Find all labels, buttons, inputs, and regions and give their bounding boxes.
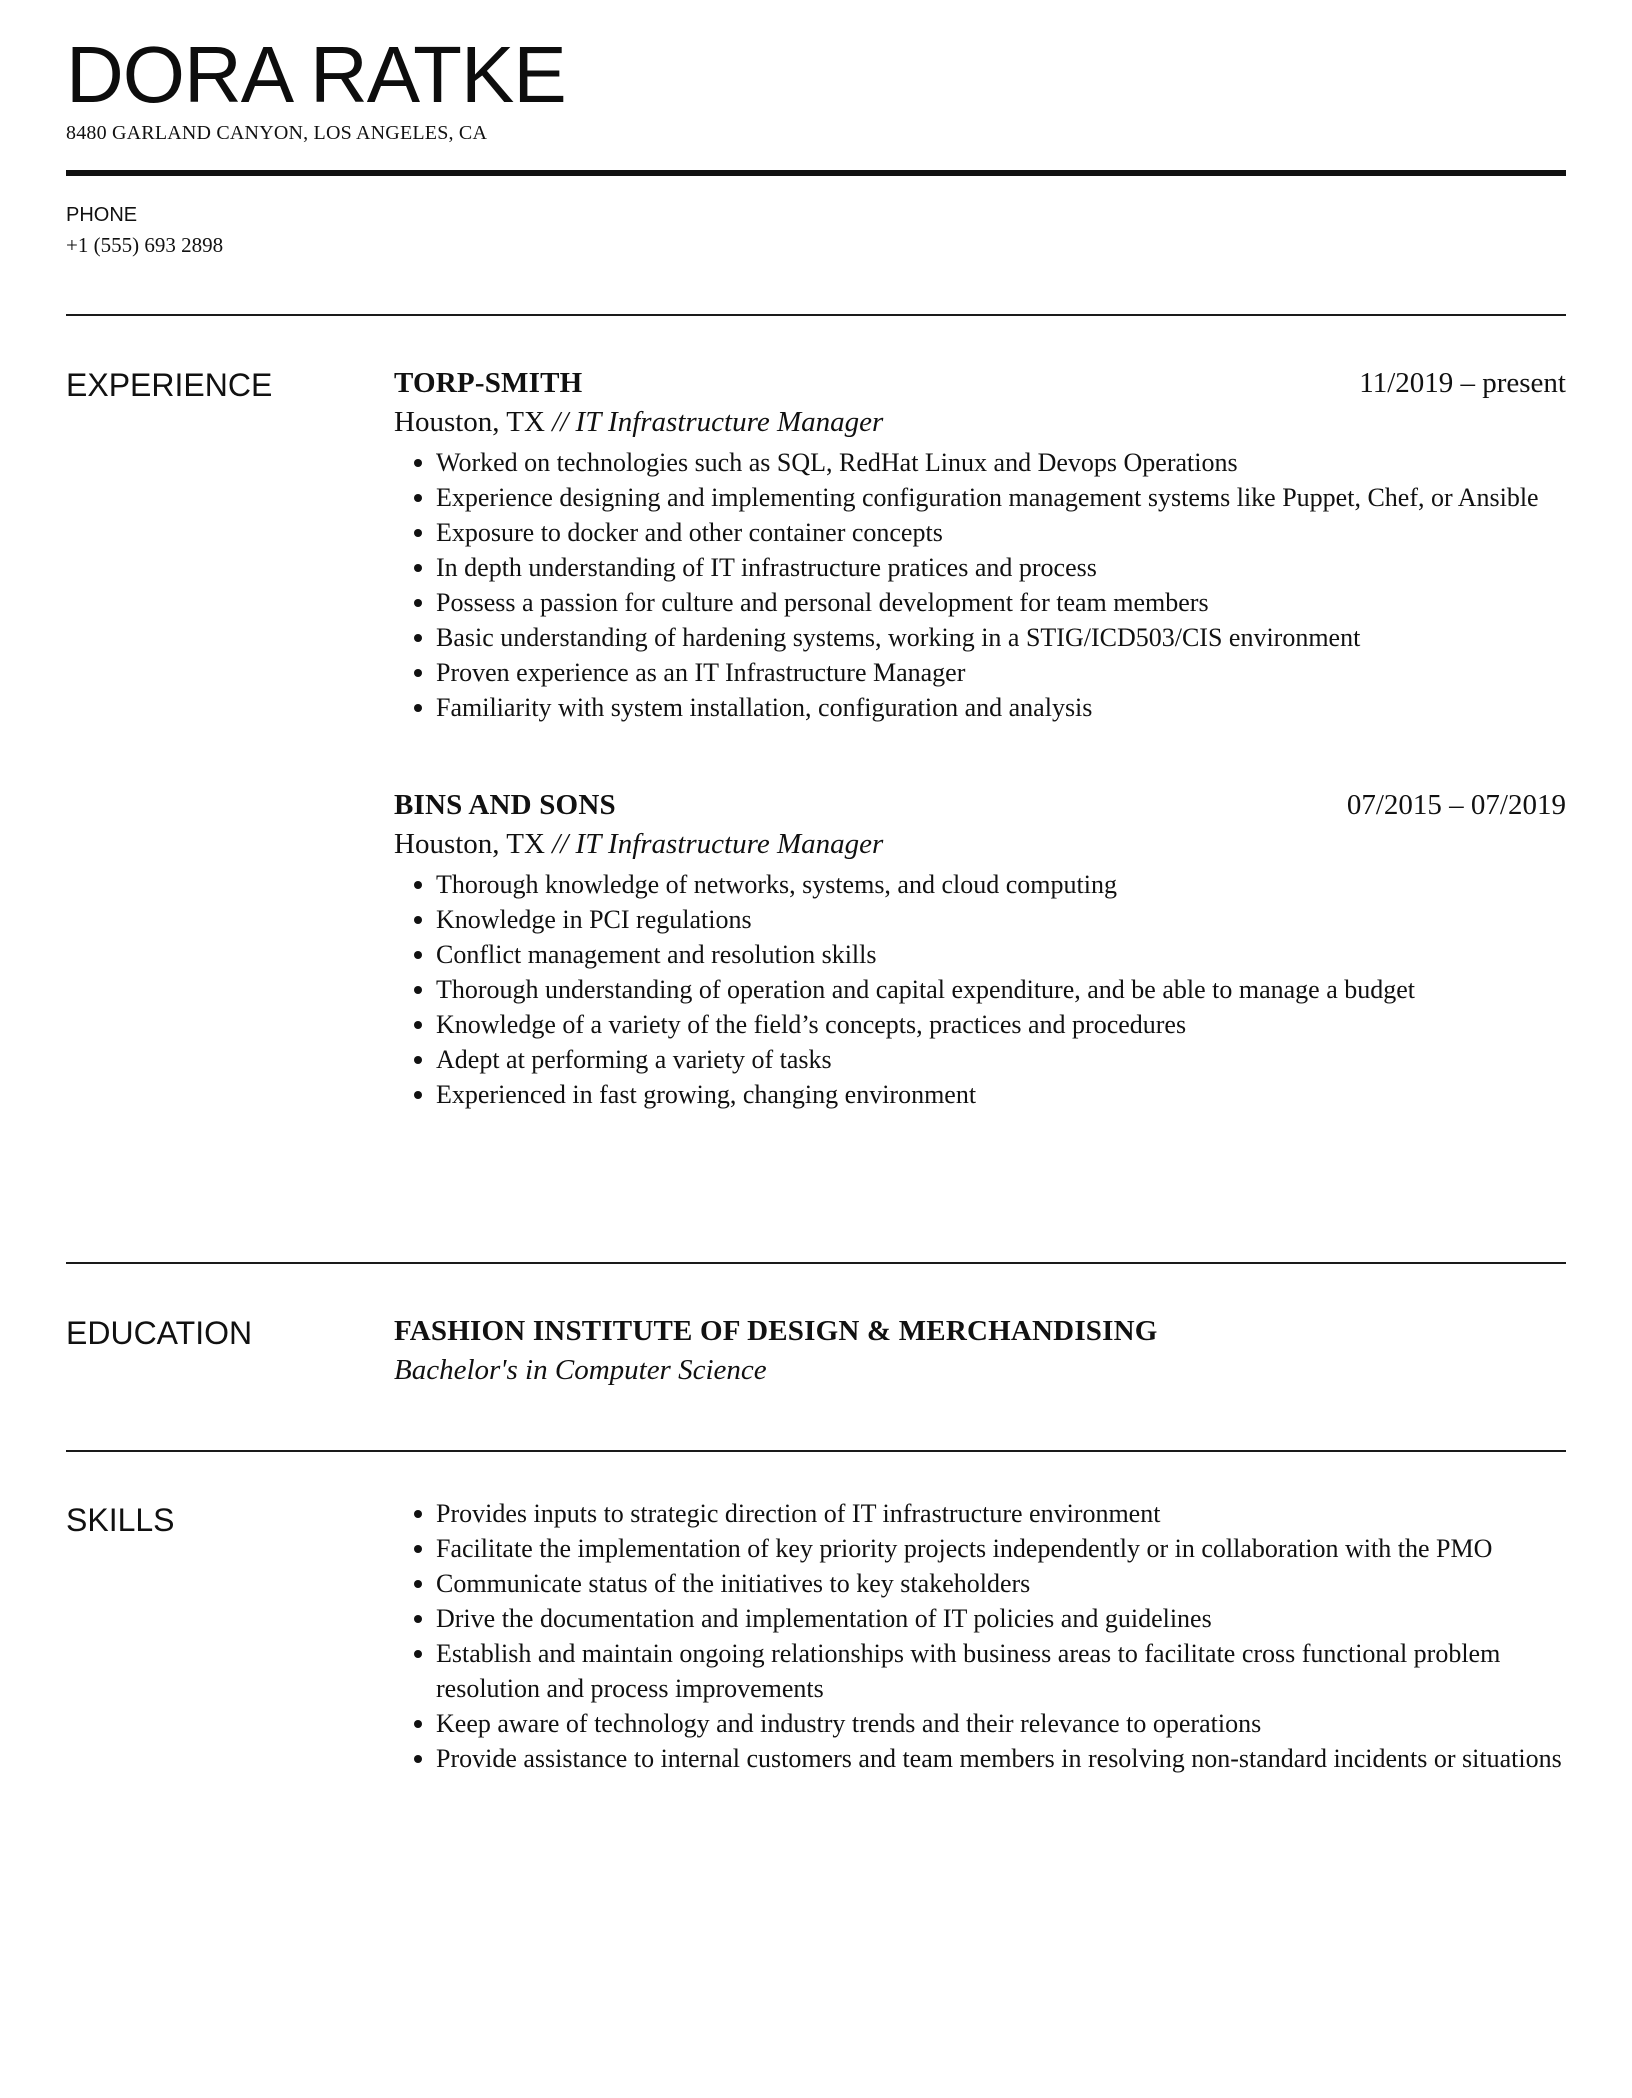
list-item: Thorough understanding of operation and capital expenditure, and be able to manage a budget	[394, 972, 1566, 1007]
bullet-icon	[414, 1021, 422, 1029]
header-divider	[66, 170, 1566, 176]
list-item: Adept at performing a variety of tasks	[394, 1042, 1566, 1077]
bullet-icon	[414, 1510, 422, 1518]
job-header	[394, 363, 1566, 403]
bullet-icon	[414, 669, 422, 677]
address: 8480 GARLAND CANYON, LOS ANGELES, CA	[66, 122, 488, 144]
degree: Bachelor's in Computer Science	[394, 1354, 767, 1386]
list-item: Experienced in fast growing, changing environment	[394, 1077, 1566, 1112]
bullet-icon	[414, 1650, 422, 1658]
bullet-icon	[414, 599, 422, 607]
section-divider	[66, 1450, 1566, 1452]
list-item: Proven experience as an IT Infrastructure Manager	[394, 655, 1566, 690]
bullet-icon	[414, 564, 422, 572]
job-header	[394, 785, 1566, 825]
section-divider	[66, 1262, 1566, 1264]
list-item: Familiarity with system installation, configuration and analysis	[394, 690, 1566, 725]
job-location: Houston, TX	[394, 828, 545, 860]
bullet-icon	[414, 1545, 422, 1553]
bullet-icon	[414, 1755, 422, 1763]
list-item: Facilitate the implementation of key priority projects independently or in collaboration with the PMO	[394, 1531, 1566, 1566]
job-dates: 07/2015 – 07/2019	[1346, 789, 1566, 821]
list-item: Worked on technologies such as SQL, RedHat Linux and Devops Operations	[394, 445, 1566, 480]
experience-content	[394, 363, 1566, 1112]
job-bullets	[394, 867, 1566, 1112]
section-divider	[66, 314, 1566, 316]
skills-list	[394, 1496, 1566, 1776]
phone-number: +1 (555) 693 2898	[66, 233, 224, 257]
list-item: Keep aware of technology and industry trends and their relevance to operations	[394, 1706, 1566, 1741]
list-item: Knowledge in PCI regulations	[394, 902, 1566, 937]
bullet-icon	[414, 529, 422, 537]
list-item: Knowledge of a variety of the field’s concepts, practices and procedures	[394, 1007, 1566, 1042]
skills-content	[394, 1496, 1566, 1776]
bullet-icon	[414, 881, 422, 889]
job-dates: 11/2019 – present	[1359, 367, 1566, 399]
list-item: Conflict management and resolution skills	[394, 937, 1566, 972]
list-item: Thorough knowledge of networks, systems, and cloud computing	[394, 867, 1566, 902]
job-role-line	[394, 825, 1566, 863]
bullet-icon	[414, 1720, 422, 1728]
bullet-icon	[414, 704, 422, 712]
phone-label: PHONE	[66, 204, 138, 226]
list-item: Communicate status of the initiatives to key stakeholders	[394, 1566, 1566, 1601]
bullet-icon	[414, 951, 422, 959]
list-item: Provide assistance to internal customers and team members in resolving non-standard incidents or situations	[394, 1741, 1566, 1776]
bullet-icon	[414, 494, 422, 502]
job-role-line	[394, 403, 1566, 441]
list-item: Drive the documentation and implementation of IT policies and guidelines	[394, 1601, 1566, 1636]
list-item: Experience designing and implementing configuration management systems like Puppet, Chef, or Ansible	[394, 480, 1566, 515]
job-entry	[394, 363, 1566, 725]
list-item: Basic understanding of hardening systems, working in a STIG/ICD503/CIS environment	[394, 620, 1566, 655]
bullet-icon	[414, 916, 422, 924]
bullet-icon	[414, 459, 422, 467]
bullet-icon	[414, 1580, 422, 1588]
bullet-icon	[414, 1091, 422, 1099]
skills-heading: SKILLS	[66, 1502, 175, 1538]
list-item: Establish and maintain ongoing relationships with business areas to facilitate cross functional problem resolution and process improvements	[394, 1636, 1566, 1706]
job-entry	[394, 785, 1566, 1112]
school-name: FASHION INSTITUTE OF DESIGN & MERCHANDISING	[394, 1315, 1158, 1347]
resume-page	[66, 0, 1566, 2098]
company-name: TORP-SMITH	[394, 367, 583, 399]
education-heading: EDUCATION	[66, 1315, 253, 1351]
bullet-icon	[414, 634, 422, 642]
list-item: Provides inputs to strategic direction of IT infrastructure environment	[394, 1496, 1566, 1531]
job-title: IT Infrastructure Manager	[575, 406, 884, 438]
bullet-icon	[414, 1056, 422, 1064]
job-bullets	[394, 445, 1566, 725]
role-separator: //	[552, 828, 569, 860]
education-content	[394, 1311, 1566, 1389]
bullet-icon	[414, 986, 422, 994]
list-item: Possess a passion for culture and personal development for team members	[394, 585, 1566, 620]
list-item: Exposure to docker and other container concepts	[394, 515, 1566, 550]
bullet-icon	[414, 1615, 422, 1623]
job-title: IT Infrastructure Manager	[575, 828, 884, 860]
role-separator: //	[552, 406, 569, 438]
company-name: BINS AND SONS	[394, 789, 616, 821]
list-item: In depth understanding of IT infrastructure pratices and process	[394, 550, 1566, 585]
experience-heading: EXPERIENCE	[66, 367, 273, 403]
job-location: Houston, TX	[394, 406, 545, 438]
candidate-name: DORA RATKE	[66, 30, 566, 119]
